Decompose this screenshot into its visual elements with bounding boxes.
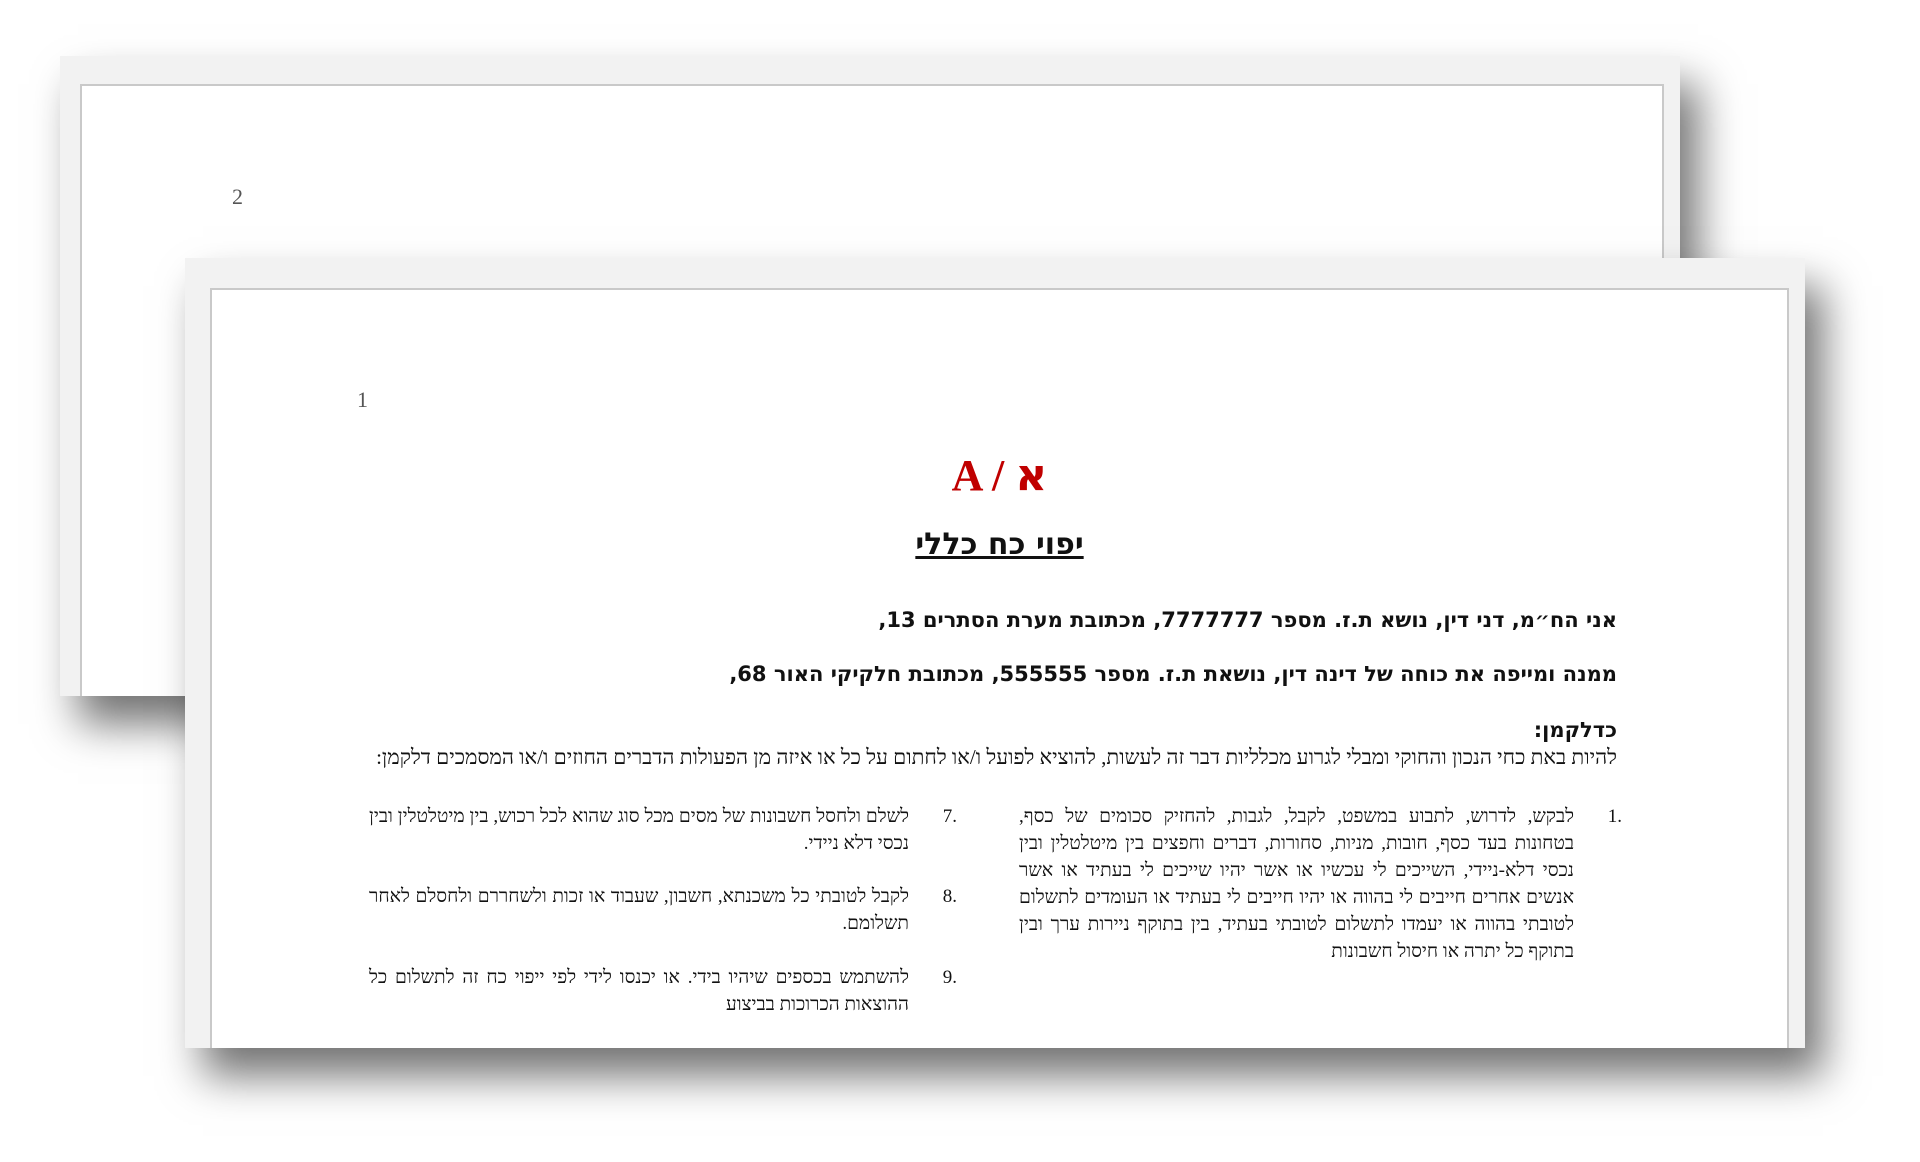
item-number: .8 bbox=[942, 886, 957, 907]
grantor-line: אני הח״מ, דני דין, נושא ת.ז. מספר 7777777, מכתובת מערת הסתרים 13, bbox=[878, 608, 1617, 632]
list-item bbox=[1007, 803, 1622, 1048]
item-text: להשתמש בכספים שיהיו בידי. או יכנסו לידי לפי ייפוי כח זה לתשלום כל ההוצאות הכרוכות בביצוע bbox=[369, 967, 909, 1015]
intro-text: להיות באת כחי הנכון והחוקי ומבלי לגרוע מכלליות דבר זה לעשות, להוציא לפועל ו/או לחתום על כל או איזה מן הפעולות הדברים החוזים ו/או המסמכים דלקמן: bbox=[376, 745, 1617, 769]
page-number: 2 bbox=[232, 184, 243, 209]
front-page bbox=[210, 288, 1789, 1048]
page-number: 1 bbox=[357, 387, 368, 412]
document-title bbox=[212, 450, 1787, 501]
front-page-sheet bbox=[185, 258, 1805, 1048]
title-hebrew: א bbox=[1015, 450, 1048, 501]
intro-heading: כדלקמן: bbox=[1533, 718, 1617, 742]
item-number: .7 bbox=[942, 806, 957, 827]
list-item bbox=[357, 803, 957, 863]
title-separator: / bbox=[992, 451, 1005, 500]
list-item bbox=[357, 883, 957, 943]
item-text: לבקש, לדרוש, לתבוע במשפט, לקבל, לגבות, להחזיק סכומים של כסף, בטחונות בעד כסף, חובות, מניות, סחורות, דברים וחפצים בין מיטלטלין ובין נכסי דלא-ניידי, השייכים לי עכשיו או אשר יהיו שייכים לי בעתיד או אשר אנשים אחרים חייבים לי בהווה או יהיו חייבים לי בעתיד או העומדים לתשלום לטובתי בהווה או יעמדו לתשלום לטובתי בעתיד, בין בתוקף ניירות ערך ובין בתוקף כל יתרה או חיסול חשבונות bbox=[1019, 806, 1574, 962]
item-number: .1 bbox=[1607, 806, 1622, 827]
item-text: לשלם ולחסל חשבונות של מסים מכל סוג שהוא לכל רכוש, בין מיטלטלין ובין נכסי דלא ניידי. bbox=[369, 806, 909, 854]
intro-paragraph bbox=[357, 717, 1617, 771]
title-latin: A bbox=[951, 451, 982, 500]
attorney-line: ממנה ומייפה את כוחה של דינה דין, נושאת ת.ז. מספר 555555, מכתובת חלקיקי האור 68, bbox=[729, 662, 1617, 686]
item-number: .9 bbox=[942, 967, 957, 988]
document-subtitle: יפוי כח כללי bbox=[915, 527, 1084, 562]
item-text: לקבל לטובתי כל משכנתא, חשבון, שעבוד או זכות ולשחררם ולחסלם לאחר תשלומם. bbox=[369, 886, 909, 934]
list-item bbox=[357, 964, 957, 1044]
